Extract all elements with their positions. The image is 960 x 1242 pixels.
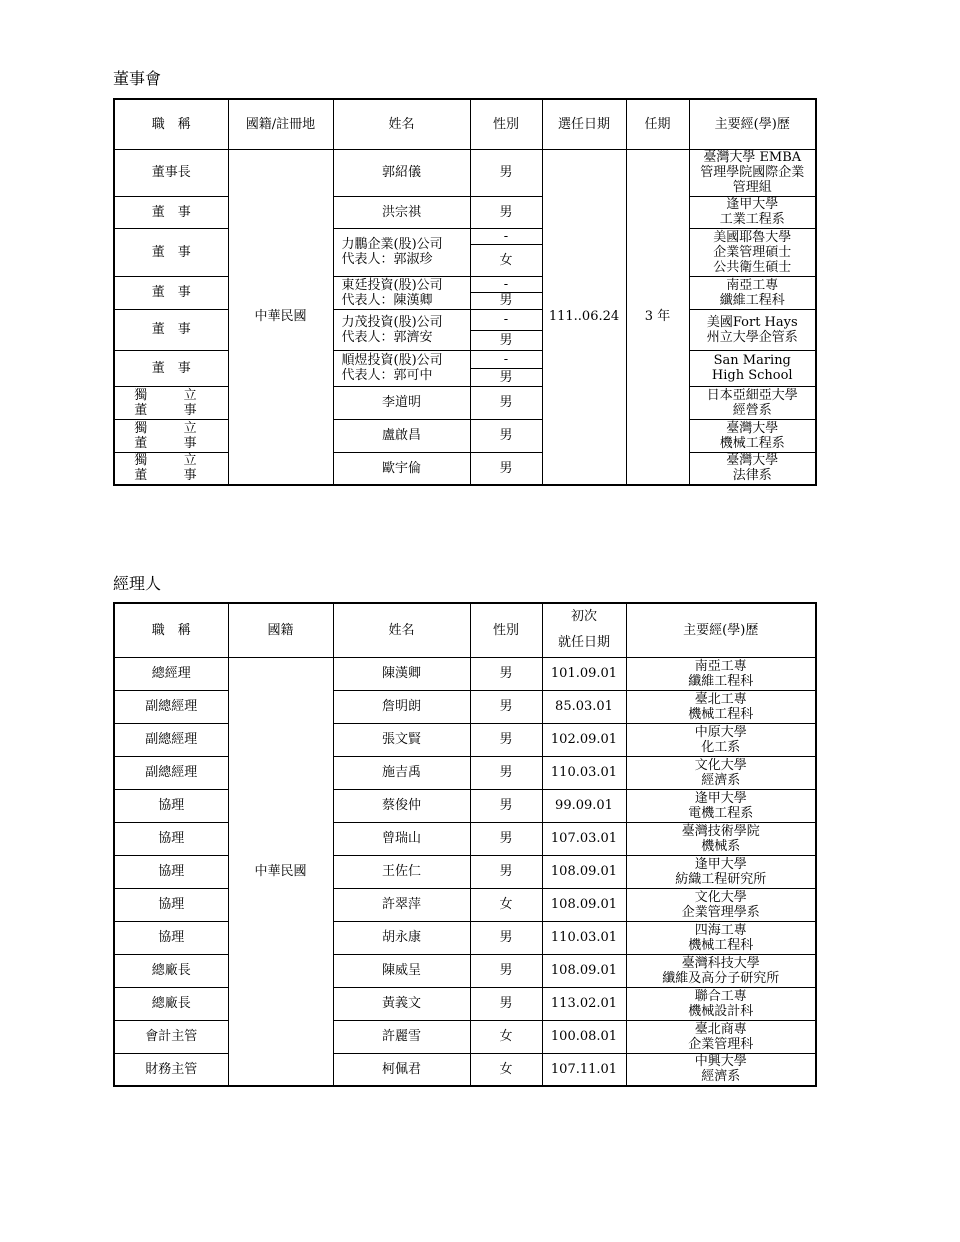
gender: 男 (470, 330, 542, 350)
position: 獨 立 董 事 (114, 452, 228, 485)
start-date: 99.09.01 (542, 789, 626, 822)
table-row (114, 309, 816, 330)
education: 臺灣大學 法律系 (689, 452, 816, 485)
header-gender: 性別 (470, 603, 542, 657)
person-name: 陳漢卿 (333, 657, 470, 690)
table-row (114, 419, 816, 452)
education: 美國Fort Hays 州立大學企管系 (689, 309, 816, 350)
gender: 男 (470, 657, 542, 690)
gender: 女 (470, 1020, 542, 1053)
education: 臺灣技術學院 機械系 (626, 822, 816, 855)
person-name: 力鵬企業(股)公司 代表人：郭淑珍 (333, 228, 470, 276)
person-name: 東廷投資(股)公司 代表人：陳漢卿 (333, 276, 470, 309)
person-name: 詹明朗 (333, 690, 470, 723)
position: 總廠長 (114, 954, 228, 987)
header-name: 姓名 (333, 99, 470, 149)
person-name: 曾瑞山 (333, 822, 470, 855)
table-row (114, 452, 816, 485)
header-elected-date: 選任日期 (542, 99, 626, 149)
person-name: 歐宇倫 (333, 452, 470, 485)
gender: 男 (470, 419, 542, 452)
table-row (114, 756, 816, 789)
education: 臺灣大學 機械工程系 (689, 419, 816, 452)
header-nationality: 國籍 (228, 603, 333, 657)
position: 總經理 (114, 657, 228, 690)
term: 3 年 (626, 149, 689, 485)
education: 文化大學 企業管理學系 (626, 888, 816, 921)
table-row (114, 855, 816, 888)
gender: 女 (470, 888, 542, 921)
header-term: 任期 (626, 99, 689, 149)
gender: - (470, 276, 542, 292)
elected-date: 111..06.24 (542, 149, 626, 485)
table-row (114, 1053, 816, 1086)
start-date: 110.03.01 (542, 756, 626, 789)
table-row (114, 954, 816, 987)
education: 南亞工專 纖維工程科 (626, 657, 816, 690)
position: 獨 立 董 事 (114, 386, 228, 419)
table-row (114, 276, 816, 292)
gender: 男 (470, 855, 542, 888)
table-row (114, 1020, 816, 1053)
header-nationality: 國籍/註冊地 (228, 99, 333, 149)
education: 臺灣大學 EMBA 管理學院國際企業 管理組 (689, 149, 816, 196)
table-row (114, 789, 816, 822)
position: 董 事 (114, 309, 228, 350)
table-row (114, 149, 816, 196)
gender: 男 (470, 954, 542, 987)
position: 獨 立 董 事 (114, 419, 228, 452)
managers-table (113, 602, 817, 1087)
start-date: 85.03.01 (542, 690, 626, 723)
gender: 男 (470, 386, 542, 419)
start-date: 102.09.01 (542, 723, 626, 756)
start-date: 107.11.01 (542, 1053, 626, 1086)
person-name: 李道明 (333, 386, 470, 419)
table-row (114, 386, 816, 419)
person-name: 黃義文 (333, 987, 470, 1020)
position: 董 事 (114, 276, 228, 309)
person-name: 王佐仁 (333, 855, 470, 888)
start-date: 108.09.01 (542, 888, 626, 921)
education: 日本亞細亞大學 經營系 (689, 386, 816, 419)
table-row (114, 822, 816, 855)
header-education: 主要經(學)歷 (626, 603, 816, 657)
person-name: 郭紹儀 (333, 149, 470, 196)
education: 臺北商專 企業管理科 (626, 1020, 816, 1053)
gender: 男 (470, 452, 542, 485)
position: 財務主管 (114, 1053, 228, 1086)
table-row (114, 350, 816, 368)
person-name: 許麗雪 (333, 1020, 470, 1053)
start-date: 110.03.01 (542, 921, 626, 954)
board-section-title: 董事會 (113, 69, 162, 88)
table-row (114, 987, 816, 1020)
nationality: 中華民國 (228, 657, 333, 1086)
position: 董事長 (114, 149, 228, 196)
position: 會計主管 (114, 1020, 228, 1053)
education: 南亞工專 纖維工程科 (689, 276, 816, 309)
education: 美國耶魯大學 企業管理碩士 公共衛生碩士 (689, 228, 816, 276)
position: 副總經理 (114, 723, 228, 756)
education: 臺北工專 機械工程科 (626, 690, 816, 723)
header-start-date: 初次 就任日期 (542, 603, 626, 657)
education: 四海工專 機械工程科 (626, 921, 816, 954)
board-table (113, 98, 817, 486)
start-date: 108.09.01 (542, 954, 626, 987)
gender: 男 (470, 756, 542, 789)
table-row (114, 690, 816, 723)
person-name: 順煜投資(股)公司 代表人：郭可中 (333, 350, 470, 386)
position: 副總經理 (114, 756, 228, 789)
person-name: 陳威呈 (333, 954, 470, 987)
gender: 男 (470, 368, 542, 386)
table-row (114, 196, 816, 228)
start-date: 101.09.01 (542, 657, 626, 690)
gender: 男 (470, 723, 542, 756)
gender: 男 (470, 196, 542, 228)
person-name: 蔡俊仲 (333, 789, 470, 822)
position: 副總經理 (114, 690, 228, 723)
education: 逢甲大學 紡織工程研究所 (626, 855, 816, 888)
position: 董 事 (114, 196, 228, 228)
education: 中原大學 化工系 (626, 723, 816, 756)
board-header-row (114, 99, 816, 149)
managers-header-row (114, 603, 816, 657)
gender: 男 (470, 822, 542, 855)
education: San Maring High School (689, 350, 816, 386)
gender: - (470, 228, 542, 244)
gender: 女 (470, 1053, 542, 1086)
education: 聯合工專 機械設計科 (626, 987, 816, 1020)
position: 協理 (114, 789, 228, 822)
table-row (114, 888, 816, 921)
position: 董 事 (114, 350, 228, 386)
header-title: 職 稱 (114, 603, 228, 657)
education: 臺灣科技大學 纖維及高分子研究所 (626, 954, 816, 987)
managers-section-title: 經理人 (113, 574, 162, 593)
education: 逢甲大學 電機工程系 (626, 789, 816, 822)
gender: - (470, 350, 542, 368)
table-row (114, 723, 816, 756)
person-name: 盧啟昌 (333, 419, 470, 452)
person-name: 洪宗祺 (333, 196, 470, 228)
position: 協理 (114, 822, 228, 855)
gender: 男 (470, 690, 542, 723)
person-name: 張文賢 (333, 723, 470, 756)
education: 文化大學 經濟系 (626, 756, 816, 789)
person-name: 許翠萍 (333, 888, 470, 921)
position: 總廠長 (114, 987, 228, 1020)
education: 中興大學 經濟系 (626, 1053, 816, 1086)
header-education: 主要經(學)歷 (689, 99, 816, 149)
gender: 男 (470, 789, 542, 822)
position: 協理 (114, 921, 228, 954)
table-row (114, 657, 816, 690)
table-row (114, 228, 816, 244)
start-date: 107.03.01 (542, 822, 626, 855)
gender: 男 (470, 987, 542, 1020)
gender: 女 (470, 244, 542, 276)
start-date: 113.02.01 (542, 987, 626, 1020)
gender: 男 (470, 921, 542, 954)
person-name: 施吉禹 (333, 756, 470, 789)
education: 逢甲大學 工業工程系 (689, 196, 816, 228)
start-date: 108.09.01 (542, 855, 626, 888)
person-name: 柯佩君 (333, 1053, 470, 1086)
position: 董 事 (114, 228, 228, 276)
header-gender: 性別 (470, 99, 542, 149)
position: 協理 (114, 855, 228, 888)
position: 協理 (114, 888, 228, 921)
start-date: 100.08.01 (542, 1020, 626, 1053)
gender: 男 (470, 149, 542, 196)
gender: 男 (470, 292, 542, 309)
nationality: 中華民國 (228, 149, 333, 485)
table-row (114, 921, 816, 954)
gender: - (470, 309, 542, 330)
header-name: 姓名 (333, 603, 470, 657)
person-name: 力茂投資(股)公司 代表人：郭濟安 (333, 309, 470, 350)
header-title: 職 稱 (114, 99, 228, 149)
person-name: 胡永康 (333, 921, 470, 954)
